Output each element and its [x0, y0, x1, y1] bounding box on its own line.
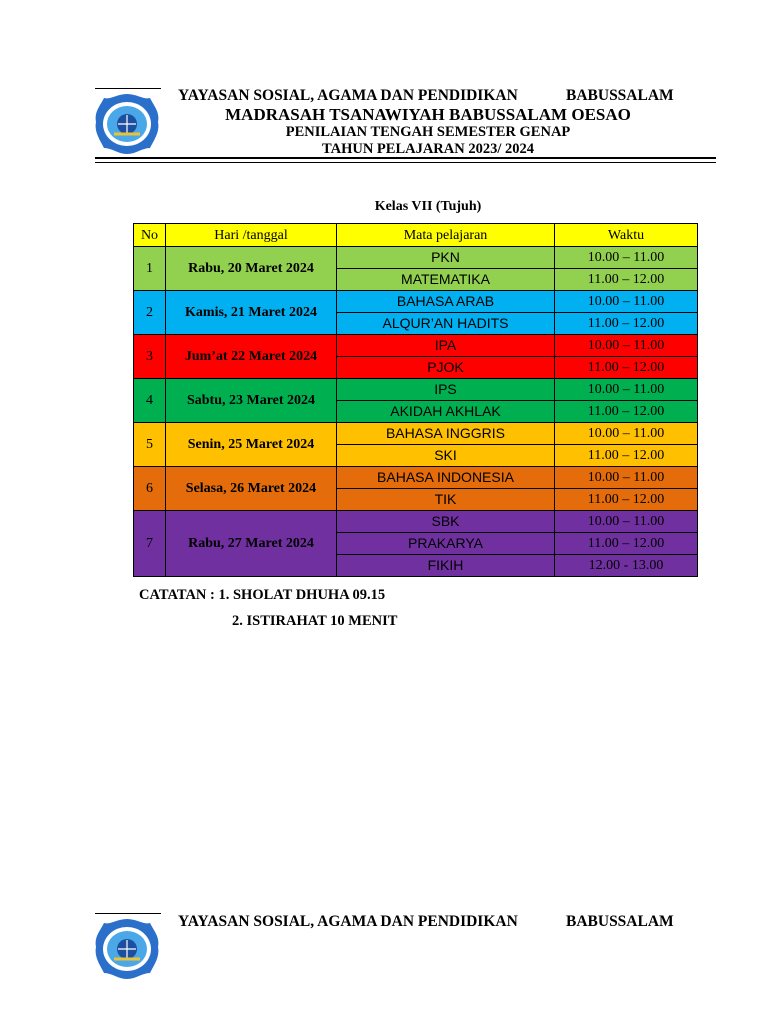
subject-name: IPS — [337, 379, 555, 401]
footer-foundation-name-right: BABUSSALAM — [566, 913, 674, 930]
day-date: Senin, 25 Maret 2024 — [166, 423, 337, 467]
subject-name: BAHASA ARAB — [337, 291, 555, 313]
table-row — [134, 291, 698, 313]
subject-name: PRAKARYA — [337, 533, 555, 555]
exam-time: 10.00 – 11.00 — [555, 423, 698, 445]
day-number: 4 — [134, 379, 166, 423]
subject-name: MATEMATIKA — [337, 269, 555, 291]
subject-name: AKIDAH AKHLAK — [337, 401, 555, 423]
exam-time: 10.00 – 11.00 — [555, 379, 698, 401]
exam-time: 11.00 – 12.00 — [555, 489, 698, 511]
exam-time: 11.00 – 12.00 — [555, 533, 698, 555]
table-header-row — [134, 224, 698, 247]
day-date: Rabu, 20 Maret 2024 — [166, 247, 337, 291]
day-date: Kamis, 21 Maret 2024 — [166, 291, 337, 335]
subject-name: SBK — [337, 511, 555, 533]
exam-time: 12.00 - 13.00 — [555, 555, 698, 577]
academic-year: TAHUN PELAJARAN 2023/ 2024 — [322, 141, 534, 157]
school-emblem-icon — [92, 917, 162, 981]
day-date: Rabu, 27 Maret 2024 — [166, 511, 337, 577]
header-day: Hari /tanggal — [166, 224, 337, 247]
foundation-name: YAYASAN SOSIAL, AGAMA DAN PENDIDIKAN — [178, 87, 518, 104]
subject-name: ALQUR’AN HADITS — [337, 313, 555, 335]
subject-name: IPA — [337, 335, 555, 357]
exam-time: 11.00 – 12.00 — [555, 401, 698, 423]
exam-time: 11.00 – 12.00 — [555, 313, 698, 335]
subject-name: BAHASA INDONESIA — [337, 467, 555, 489]
day-number: 3 — [134, 335, 166, 379]
table-row — [134, 511, 698, 533]
table-row — [134, 335, 698, 357]
exam-time: 11.00 – 12.00 — [555, 357, 698, 379]
table-row — [134, 423, 698, 445]
exam-time: 10.00 – 11.00 — [555, 291, 698, 313]
subject-name: FIKIH — [337, 555, 555, 577]
day-date: Jum’at 22 Maret 2024 — [166, 335, 337, 379]
exam-time: 10.00 – 11.00 — [555, 467, 698, 489]
header-no: No — [134, 224, 166, 247]
day-date: Sabtu, 23 Maret 2024 — [166, 379, 337, 423]
school-name: MADRASAH TSANAWIYAH BABUSSALAM OESAO — [225, 105, 631, 124]
note-1: CATATAN : 1. SHOLAT DHUHA 09.15 — [139, 587, 386, 603]
exam-time: 11.00 – 12.00 — [555, 269, 698, 291]
footer-foundation-name: YAYASAN SOSIAL, AGAMA DAN PENDIDIKAN — [178, 913, 518, 930]
day-date: Selasa, 26 Maret 2024 — [166, 467, 337, 511]
header-subject: Mata pelajaran — [337, 224, 555, 247]
day-number: 7 — [134, 511, 166, 577]
logo-top-rule — [95, 88, 161, 89]
exam-time: 11.00 – 12.00 — [555, 445, 698, 467]
subject-name: SKI — [337, 445, 555, 467]
table-row — [134, 379, 698, 401]
table-row — [134, 247, 698, 269]
subject-name: TIK — [337, 489, 555, 511]
footer-logo-rule — [95, 913, 161, 914]
day-number: 6 — [134, 467, 166, 511]
class-title: Kelas VII (Tujuh) — [374, 199, 482, 214]
exam-time: 10.00 – 11.00 — [555, 247, 698, 269]
header-rule-thick — [95, 157, 716, 159]
day-number: 1 — [134, 247, 166, 291]
table-row — [134, 467, 698, 489]
exam-time: 10.00 – 11.00 — [555, 511, 698, 533]
exam-title: PENILAIAN TENGAH SEMESTER GENAP — [285, 124, 571, 140]
foundation-name-right: BABUSSALAM — [566, 87, 674, 104]
subject-name: PJOK — [337, 357, 555, 379]
day-number: 5 — [134, 423, 166, 467]
note-2: 2. ISTIRAHAT 10 MENIT — [232, 613, 398, 629]
header-time: Waktu — [555, 224, 698, 247]
header-rule-thin — [95, 162, 716, 163]
subject-name: BAHASA INGGRIS — [337, 423, 555, 445]
exam-schedule-table — [133, 223, 698, 577]
day-number: 2 — [134, 291, 166, 335]
exam-time: 10.00 – 11.00 — [555, 335, 698, 357]
subject-name: PKN — [337, 247, 555, 269]
